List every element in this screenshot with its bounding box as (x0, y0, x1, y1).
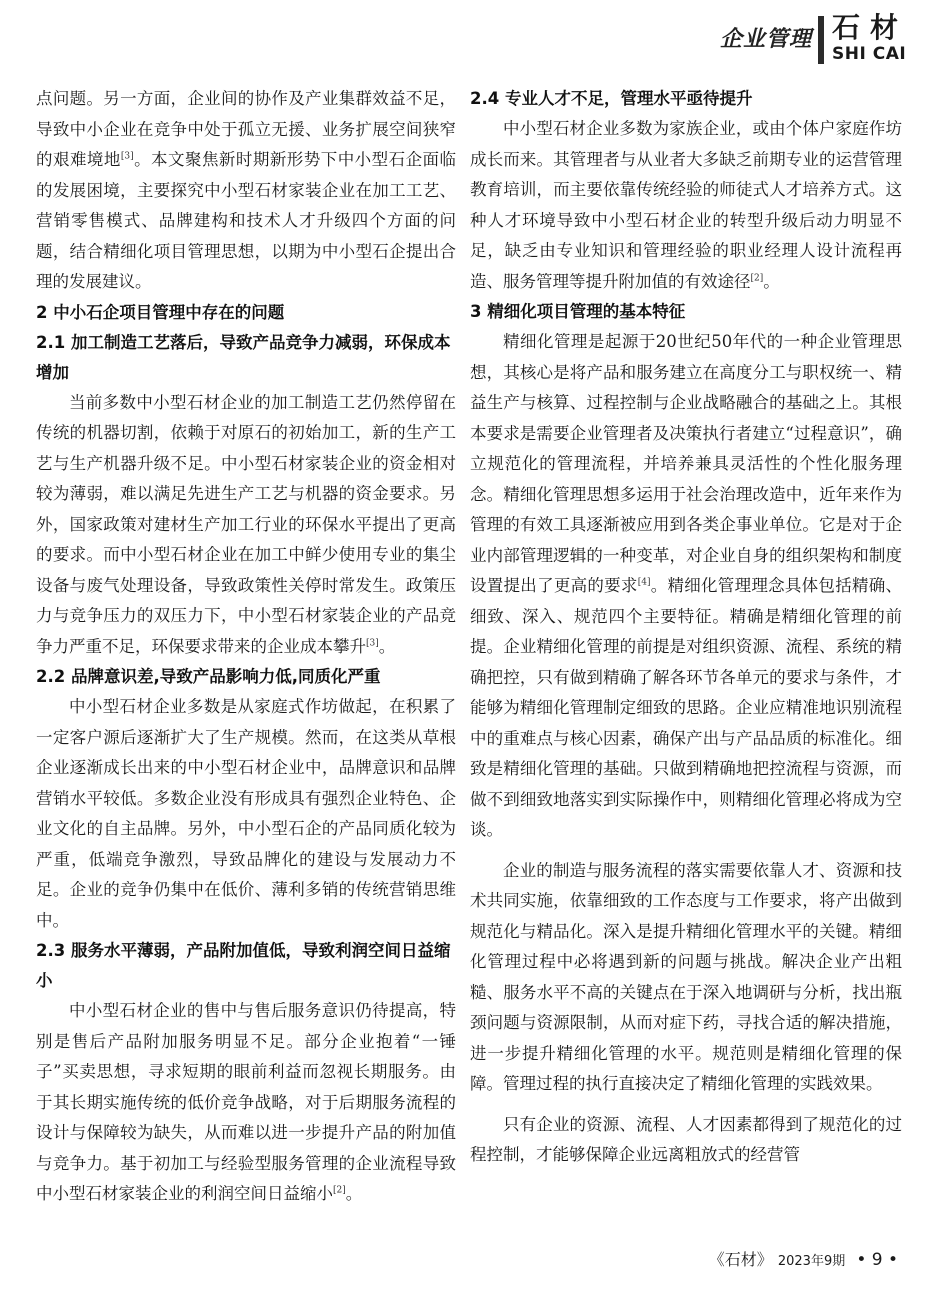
header-divider-bar (818, 16, 824, 64)
paragraph: 精细化管理是起源于20世纪50年代的一种企业管理思想，其核心是将产品和服务建立在高度分工与职权统一、精益生产与核算、过程控制与企业战略融合的基础之上。其根本要求是需要企业管理者及决策执行者建立“过程意识”，确立规范化的管理流程，并培养兼具灵活性的个性化服务理念。精细化管理思想多运用于社会治理改造中，近年来作为管理的有效工具逐渐被应用到各类企事业单位。它是对于企业内部管理逻辑的一种变革，对企业自身的组织架构和制度设置提出了更高的要求[4]。精细化管理理念具体包括精确、细致、深入、规范四个主要特征。精确是精细化管理的前提。企业精细化管理的前提是对组织资源、流程、系统的精确把控，只有做到精确了解各环节各单元的要求与条件，才能够为精细化管理制定细致的思路。企业应精准地识别流程中的重难点与核心因素，确保产出与产品品质的标准化。细致是精细化管理的基础。只做到精确地把控流程与资源，而做不到细致地落实到实际操作中，则精细化管理必将成为空谈。 (470, 332, 903, 839)
journal-logo-chinese: 石材 (832, 11, 909, 44)
page-footer (709, 1247, 898, 1270)
right-column (470, 84, 902, 1171)
issue-label: 2023年9期 (777, 1254, 846, 1269)
paragraph: 中小型石材企业多数是从家庭式作坊做起，在积累了一定客户源后逐渐扩大了生产规模。然而，在这类从草根企业逐渐成长出来的中小型石材企业中，品牌意识和品牌营销水平较低。多数企业没有形成具有强烈企业特色、企业文化的自主品牌。另外，中小型石企的产品同质化较为严重，低端竞争激烈，导致品牌化的建设与发展动力不足。企业的竞争仍集中在低价、薄利多销的传统营销思维中。 (36, 697, 456, 930)
paragraph: 当前多数中小型石材企业的加工制造工艺仍然停留在传统的机器切割，依赖于对原石的初始加工，新的生产工艺与生产机器升级不足。中小型石材家装企业的资金相对较为薄弱，难以满足先进生产工艺与机器的资金要求。另外，国家政策对建材生产加工行业的环保水平提出了更高的要求。而中小型石材企业在加工中鲜少使用专业的集尘设备与废气处理设备，导致政策性关停时常发生。政策压力与竞争压力的双压力下，中小型石材家装企业的产品竞争力严重不足，环保要求带来的企业成本攀升[3]。 (36, 392, 456, 656)
citation: [2] (750, 273, 764, 283)
citation: [3] (120, 151, 134, 162)
paragraph: 企业的制造与服务流程的落实需要依靠人才、资源和技术共同实施，依靠细致的工作态度与工作要求，将产出做到规范化与精品化。深入是提升精细化管理水平的关键。精细化管理过程中必将遇到新的问题与挑战。解决企业产出粗糙、服务水平不高的关键点在于深入地调研与分析，找出瓶颈问题与资源限制，从而对症下药，寻找合适的解决措施，进一步提升精细化管理的水平。规范则是精细化管理的保障。管理过程的执行直接决定了精细化管理的实践效果。 (470, 860, 902, 1093)
journal-name: 《石材》 (708, 1250, 773, 1269)
section-heading-2-4: 2.4 专业人才不足，管理水平亟待提升 (470, 89, 753, 108)
left-column (36, 84, 456, 1210)
page-number: • 9 • (856, 1250, 898, 1270)
section-heading-2: 2 中小石企项目管理中存在的问题 (36, 302, 285, 322)
paragraph: 中小型石材企业的售中与售后服务意识仍待提高，特别是售后产品附加服务明显不足。部分企业抱着“一锤子”买卖思想，寻求短期的眼前利益而忽视长期服务。由于其长期实施传统的低价竞争战略，对于后期服务流程的设计与保障较为缺失，从而难以进一步提升产品的附加值与竞争力。基于初加工与经验型服务管理的企业流程导致中小型石材家装企业的利润空间日益缩小[2]。 (36, 1001, 456, 1203)
journal-logo-english: SHI CAI (832, 44, 907, 64)
page-header (0, 0, 950, 76)
paragraph: 点问题。另一方面，企业间的协作及产业集群效益不足，导致中小企业在竞争中处于孤立无援、业务扩展空间狭窄的艰难境地[3]。本文聚焦新时期新形势下中小型石企面临的发展困境，主要探究中小型石材家装企业在加工工艺、营销零售模式、品牌建构和技术人才升级四个方面的问题，结合精细化项目管理思想，以期为中小型石企提出合理的发展建议。 (36, 89, 456, 291)
section-heading-3: 3 精细化项目管理的基本特征 (470, 302, 686, 321)
section-heading-2-3: 2.3 服务水平薄弱，产品附加值低，导致利润空间日益缩小 (36, 941, 451, 990)
section-heading-2-1: 2.1 加工制造工艺落后，导致产品竞争力减弱，环保成本增加 (36, 332, 451, 382)
paragraph: 中小型石材企业多数为家族企业，或由个体户家庭作坊成长而来。其管理者与从业者大多缺乏前期专业的运营管理教育培训，而主要依靠传统经验的师徒式人才培养方式。这种人才环境导致中小型石材企业的转型升级后动力明显不足，缺乏由专业知识和管理经验的职业经理人设计流程再造、服务管理等提升附加值的有效途径[2]。 (470, 119, 902, 291)
section-heading-2-2: 2.2 品牌意识差,导致产品影响力低,同质化严重 (36, 667, 381, 686)
citation: [2] (333, 1185, 346, 1196)
section-name: 企业管理 (719, 27, 812, 52)
citation: [3] (366, 638, 379, 648)
paragraph: 只有企业的资源、流程、人才因素都得到了规范化的过程控制，才能够保障企业远离粗放式的经营管 (470, 1114, 902, 1164)
citation: [4] (637, 577, 651, 588)
